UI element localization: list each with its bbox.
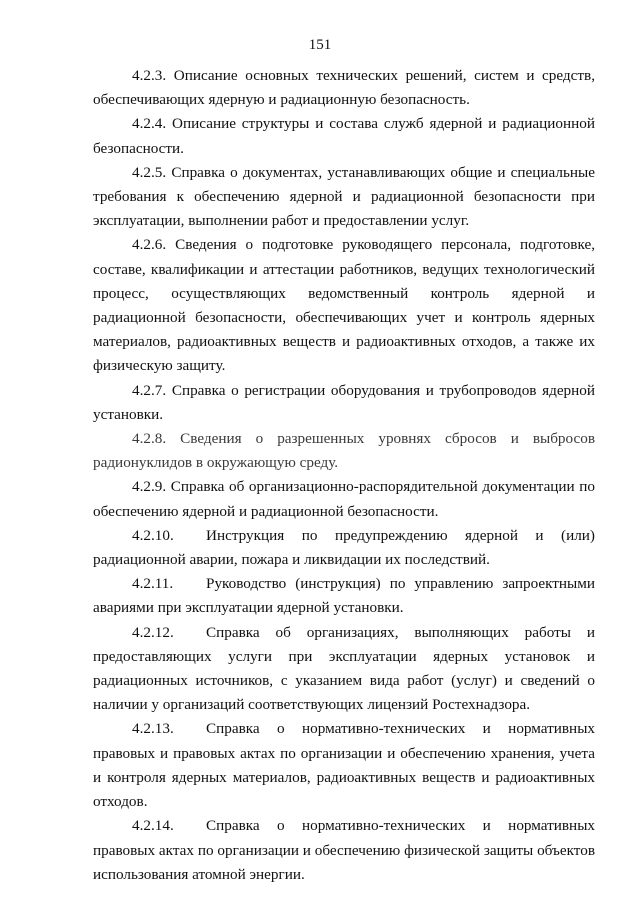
- paragraph-text: Справка о нормативно-технических и нормативных правовых и правовых актах по организации и обеспечению хранения, учета и контроля ядерных материалов, радиоактивных веществ и радиоактивных отходов.: [93, 720, 595, 811]
- paragraph-number: 4.2.10.: [132, 526, 174, 544]
- paragraph-4-2-3: [93, 64, 595, 112]
- page-number: 151: [308, 37, 332, 53]
- paragraph-4-2-5: [93, 161, 595, 234]
- paragraph-4-2-8: [93, 427, 595, 475]
- paragraph-text: Справка о документах, устанавливающих общие и специальные требования к обеспечению ядерной и радиационной безопасности при эксплуатации, выполнении работ и предоставлении услуг.: [93, 163, 596, 230]
- paragraph-number: 4.2.5.: [132, 163, 167, 181]
- paragraph-text: Руководство (инструкция) по управлению запроектными авариями при эксплуатации ядерной установки.: [93, 575, 595, 617]
- document-body: [93, 64, 595, 887]
- paragraph-4-2-7: [93, 379, 595, 427]
- paragraph-text: Описание основных технических решений, систем и средств, обеспечивающих ядерную и радиационную безопасность.: [93, 67, 595, 109]
- paragraph-4-2-13: [93, 717, 595, 814]
- paragraph-number: 4.2.7.: [132, 381, 167, 399]
- paragraph-4-2-12: [93, 621, 595, 718]
- paragraph-number: 4.2.6.: [132, 236, 167, 254]
- paragraph-number: 4.2.9.: [132, 478, 167, 496]
- paragraph-4-2-6: [93, 233, 595, 378]
- paragraph-number: 4.2.4.: [132, 115, 167, 133]
- paragraph-number: 4.2.14.: [132, 817, 174, 835]
- paragraph-4-2-11: [93, 572, 595, 620]
- paragraph-4-2-9: [93, 475, 595, 523]
- paragraph-4-2-4: [93, 112, 595, 160]
- paragraph-text: Справка об организациях, выполняющих работы и предоставляющих услуги при эксплуатации ядерных установок и радиационных источников, с указанием вида работ (услуг) и сведений о наличии у организаций соответствующих лицензий Ростехнадзора.: [93, 623, 595, 714]
- paragraph-text: Сведения о разрешенных уровнях сбросов и выбросов радионуклидов в окружающую среду.: [93, 430, 596, 472]
- paragraph-text: Сведения о подготовке руководящего персонала, подготовке, составе, квалификации и аттестации работников, ведущих технологический процесс, осуществляющих ведомственный контроль ядерной и радиационной безопасности, обеспечивающих учет и контроль ядерных материалов, радиоактивных веществ и радиоактивных отходов, а также их физическую защиту.: [93, 236, 596, 375]
- paragraph-number: 4.2.12.: [132, 623, 174, 641]
- paragraph-number: 4.2.3.: [132, 67, 167, 84]
- paragraph-text: Описание структуры и состава служб ядерной и радиационной безопасности.: [93, 115, 595, 157]
- paragraph-text: Справка об организационно-распорядительной документации по обеспечению ядерной и радиационной безопасности.: [93, 478, 596, 520]
- paragraph-number: 4.2.8.: [132, 430, 167, 448]
- paragraph-4-2-14: [93, 814, 595, 887]
- paragraph-text: Инструкция по предупреждению ядерной и (или) радиационной аварии, пожара и ликвидации их последствий.: [93, 526, 595, 569]
- paragraph-number: 4.2.13.: [132, 720, 174, 738]
- paragraph-number: 4.2.11.: [132, 575, 174, 593]
- paragraph-text: Справка о регистрации оборудования и трубопроводов ядерной установки.: [93, 381, 595, 423]
- paragraph-text: Справка о нормативно-технических и нормативных правовых актах по организации и обеспечению физической защиты объектов использования атомной энергии.: [93, 817, 595, 883]
- paragraph-4-2-10: [93, 524, 595, 572]
